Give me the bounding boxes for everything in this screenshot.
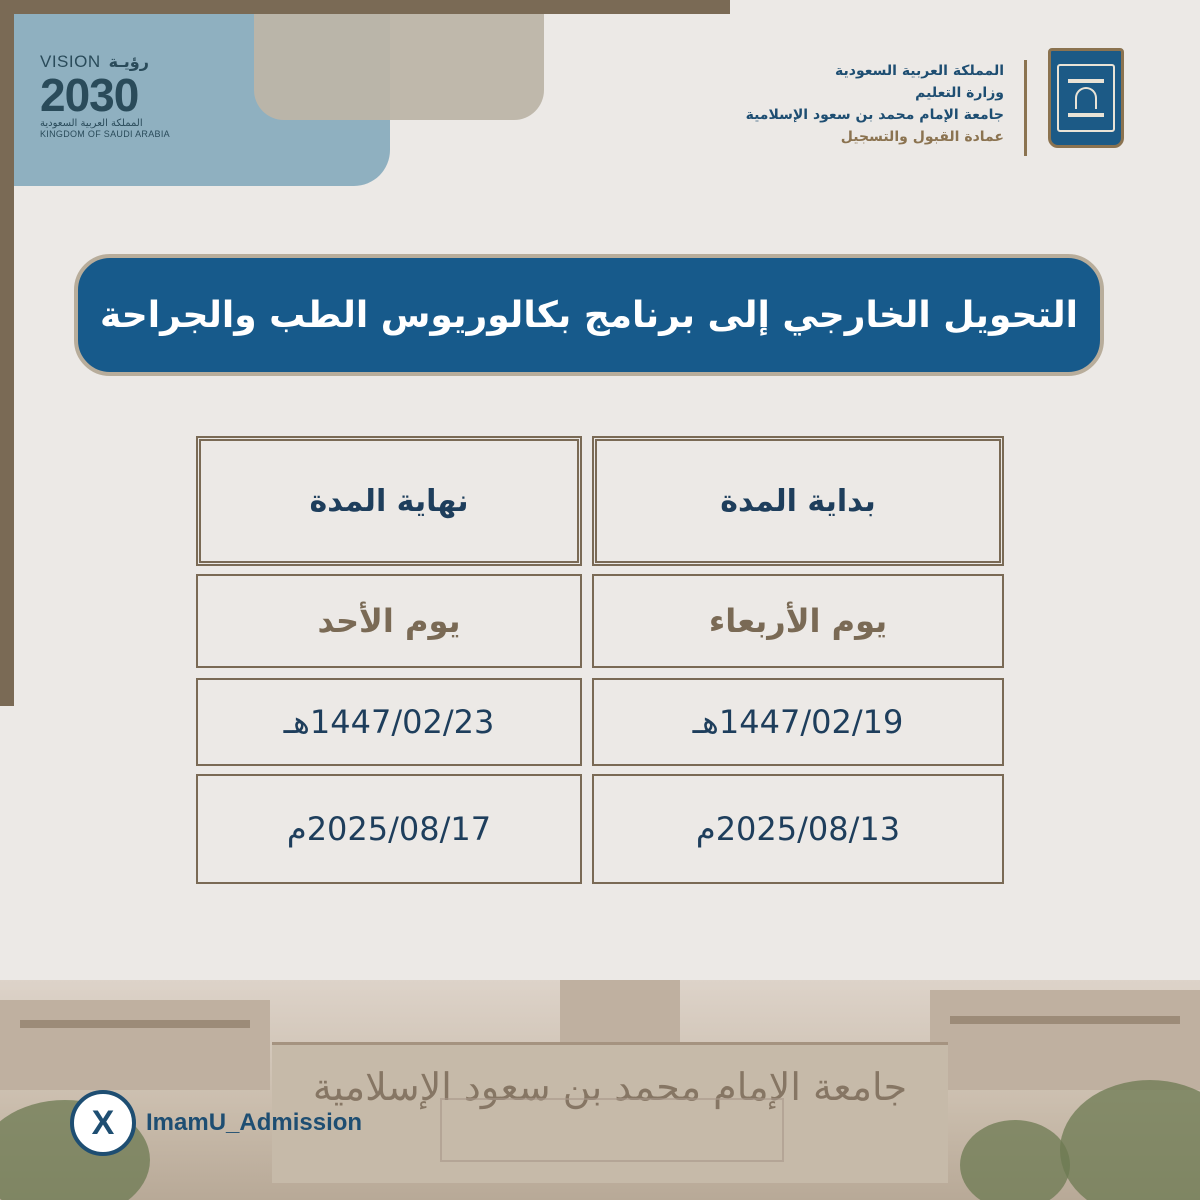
campus-pattern — [440, 1098, 784, 1162]
vision-2030-logo — [40, 52, 190, 139]
university-name-line: جامعة الإمام محمد بن سعود الإسلامية — [745, 107, 1004, 123]
left-frame-bar — [0, 0, 14, 706]
vision-year: 2030 — [40, 69, 139, 121]
end-day-cell — [196, 574, 582, 668]
end-gregorian-date: 2025/08/17م — [286, 810, 492, 848]
header-divider — [1024, 60, 1027, 156]
top-frame-bar — [0, 0, 730, 14]
campus-sign-text: جامعة الإمام محمد بن سعود الإسلامية — [312, 1065, 908, 1109]
start-gregorian-cell — [592, 774, 1004, 884]
vision-sub-en: KINGDOM OF SAUDI ARABIA — [40, 129, 170, 139]
start-day-cell — [592, 574, 1004, 668]
x-logo-icon[interactable]: X — [70, 1090, 136, 1156]
end-header-cell — [196, 436, 582, 566]
page-title: التحويل الخارجي إلى برنامج بكالوريوس الطب والجراحة — [99, 294, 1079, 336]
start-hijri-cell — [592, 678, 1004, 766]
title-banner — [74, 254, 1104, 376]
start-hijri-date: 1447/02/19هـ — [692, 703, 904, 741]
deanship-line: عمادة القبول والتسجيل — [840, 129, 1004, 145]
start-day-label: يوم الأربعاء — [708, 602, 888, 640]
start-gregorian-date: 2025/08/13م — [695, 810, 901, 848]
end-header-label: نهاية المدة — [309, 483, 469, 519]
end-hijri-cell — [196, 678, 582, 766]
social-handle[interactable] — [70, 1090, 362, 1156]
corner-gray-block — [254, 14, 544, 120]
end-gregorian-cell — [196, 774, 582, 884]
kingdom-line: المملكة العربية السعودية — [835, 63, 1004, 79]
vision-sub-ar: المملكة العربية السعودية — [40, 118, 143, 129]
social-handle-text[interactable]: ImamU_Admission — [146, 1109, 363, 1136]
end-day-label: يوم الأحد — [317, 602, 461, 640]
vision-en-label: VISION — [40, 52, 101, 71]
start-header-cell — [592, 436, 1004, 566]
ministry-line: وزارة التعليم — [915, 85, 1004, 101]
vision-ar-label: رؤيـة — [108, 52, 149, 71]
start-header-label: بداية المدة — [720, 483, 876, 519]
university-header-text — [746, 60, 1004, 148]
end-hijri-date: 1447/02/23هـ — [283, 703, 495, 741]
university-logo — [1048, 48, 1124, 148]
